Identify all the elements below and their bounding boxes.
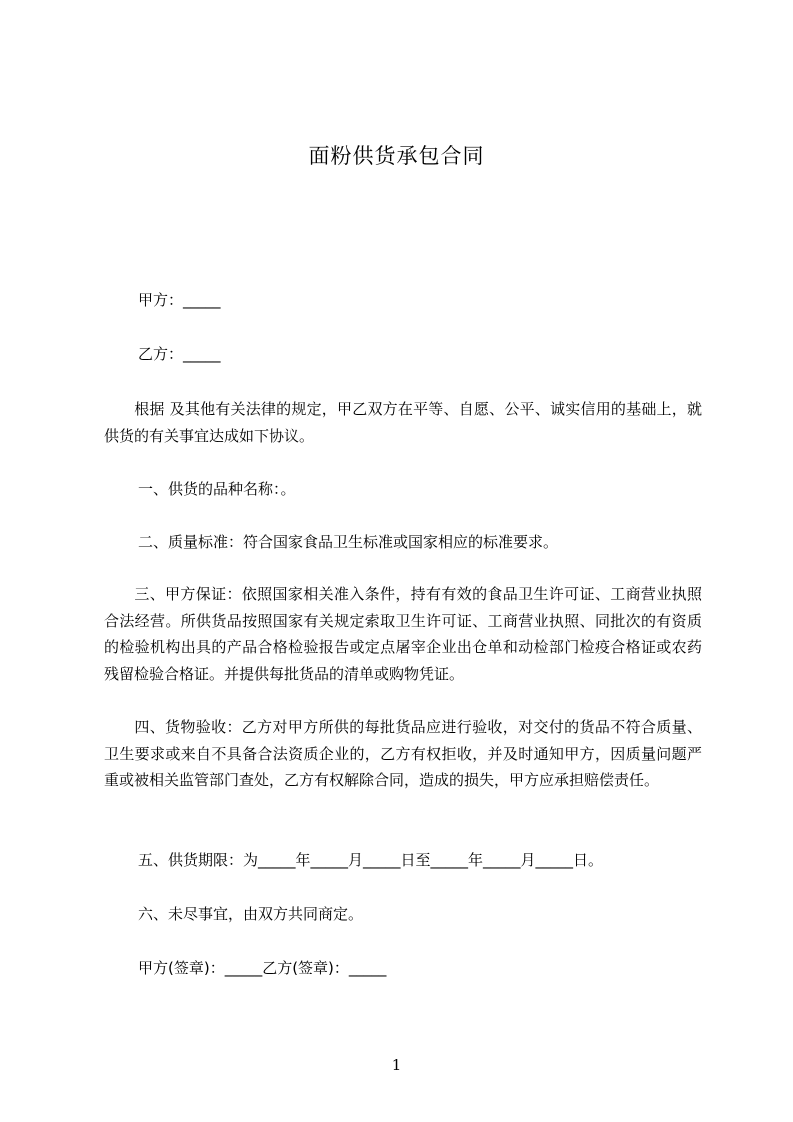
clause-2-text: 二、质量标准：符合国家食品卫生标准或国家相应的标准要求。 [138, 533, 559, 551]
clause-4-text: 四、货物验收：乙方对甲方所供的每批货品应进行验收，对交付的货品不符合质量、卫生要求或来自不具备合法资质企业的，乙方有权拒收，并及时通知甲方，因质量问题严重或被相关监管部门查处，乙方有权解除合同，造成的损失，甲方应承担赔偿责任。 [104, 718, 702, 789]
party-a-line [108, 287, 700, 313]
clause-6-text: 六、未尽事宜，由双方共同商定。 [138, 905, 364, 923]
signature-text: 甲方(签章)：_____乙方(签章)：_____ [138, 959, 387, 977]
clause-3 [104, 581, 702, 687]
clause-3-text: 三、甲方保证：依照国家相关准入条件，持有有效的食品卫生许可证、工商营业执照合法经营。所供货品按照国家有关规定索取卫生许可证、工商营业执照、同批次的有资质的检验机构出具的产品合格检验报告或定点屠宰企业出仓单和动检部门检疫合格证或农药残留检验合格证。并提供每批货品的清单或购物凭证。 [104, 585, 702, 683]
party-a-text: 甲方：_____ [138, 291, 221, 309]
clause-2 [108, 529, 700, 555]
party-b-text: 乙方：_____ [138, 345, 221, 363]
clause-6 [108, 901, 700, 927]
signature-line [108, 955, 700, 981]
party-b-line [108, 341, 700, 367]
clause-4 [104, 714, 702, 794]
clause-5 [108, 847, 700, 873]
document-title: 面粉供货承包合同 [308, 144, 485, 168]
clause-1 [108, 476, 700, 502]
clause-1-text: 一、供货的品种名称：。 [138, 480, 296, 498]
clause-5-text: 五、供货期限：为_____年_____月_____日至_____年_____月_____日。 [138, 851, 604, 869]
intro-text: 根据 及其他有关法律的规定，甲乙双方在平等、自愿、公平、诚实信用的基础上，就供货的有关事宜达成如下协议。 [104, 400, 702, 445]
page-number: 1 [391, 1056, 402, 1074]
intro-paragraph [104, 396, 702, 449]
